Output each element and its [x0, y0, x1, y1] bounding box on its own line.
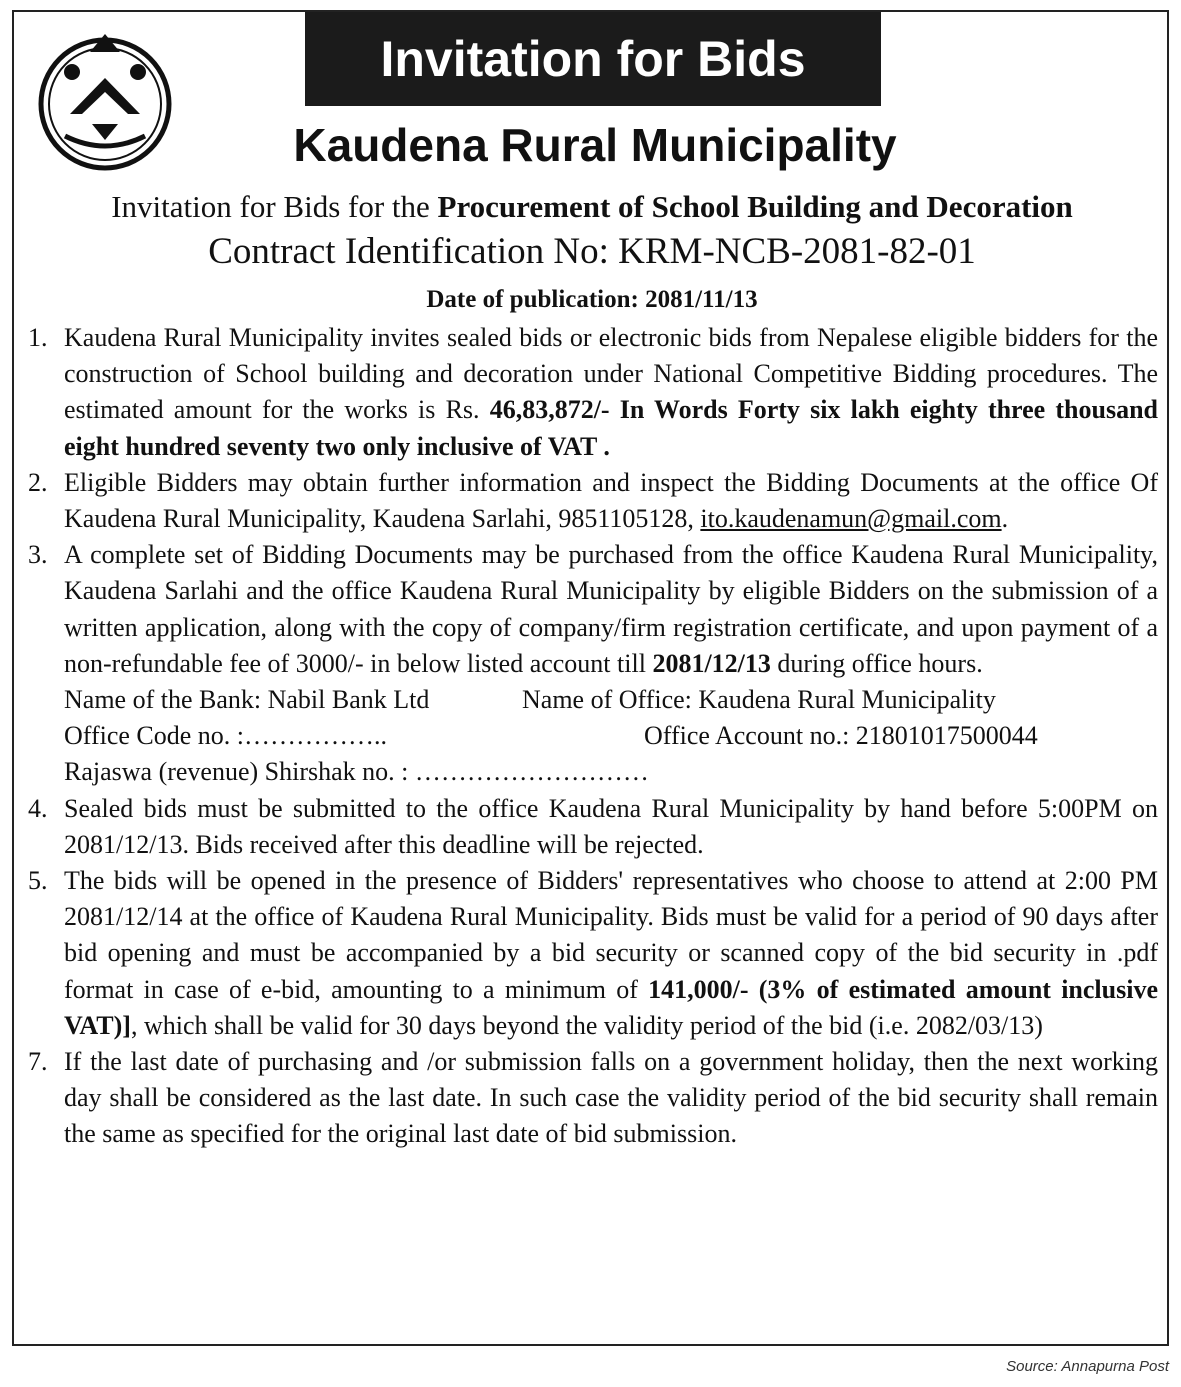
subtitle-project: Procurement of School Building and Decoration	[437, 189, 1073, 224]
clause-5-text: The bids will be opened in the presence of Bidders' representatives who choose to attend at 2:00 PM 2081/12/14 at the office of Kaudena Rural Municipality. Bids must be valid for a period of 90 days after bid opening and must be accompanied by a bid security or scanned copy of the bid security in .pdf format in case of e-bid, amounting to a minimum of	[64, 866, 1158, 1004]
clause-1-text: Kaudena Rural Municipality invites sealed bids or electronic bids from Nepalese eligible bidders for the construction of School building and decoration under National Competitive Bidding procedures. The estimated amount for the works is Rs.	[64, 323, 1158, 425]
organization-name: Kaudena Rural Municipality	[293, 119, 897, 171]
contact-email-link[interactable]: ito.kaudenamun@gmail.com	[700, 504, 1002, 534]
bid-security-amount: 141,000/- (3% of estimated amount inclusive VAT)]	[64, 974, 1158, 1040]
estimated-amount: 46,83,872/- In Words Forty six lakh eighty three thousand eight hundred seventy two only inclusive of VAT .	[64, 395, 1158, 461]
publication-date: Date of publication: 2081/11/13	[426, 286, 758, 313]
bank-row	[64, 682, 1158, 718]
clause-5-end: , which shall be valid for 30 days beyond the validity period of the bid (i.e. 2082/03/13)	[130, 1010, 1043, 1040]
bank-name: Name of the Bank: Nabil Bank Ltd	[64, 685, 430, 715]
contract-identification: Contract Identification No: KRM-NCB-2081-82-01	[208, 231, 976, 272]
clause-number: 2.	[28, 467, 48, 497]
clause-7	[28, 1044, 1158, 1153]
clause-text	[64, 465, 1158, 537]
clause-text	[64, 320, 1158, 465]
clause-number: 3.	[28, 540, 48, 570]
clause-1	[28, 320, 1158, 465]
clause-2-end: .	[1001, 504, 1009, 534]
bank-row	[64, 718, 1158, 754]
clause-4	[28, 791, 1158, 863]
clause-2	[28, 465, 1158, 537]
bank-row	[64, 754, 1158, 790]
office-name: Name of Office: Kaudena Rural Municipality	[522, 685, 996, 715]
clause-number: 4.	[28, 793, 48, 823]
clause-number: 7.	[28, 1047, 48, 1077]
subtitle-prefix: Invitation for Bids for the	[111, 189, 438, 224]
clause-text: Sealed bids must be submitted to the office Kaudena Rural Municipality by hand before 5:00PM on 2081/12/13. Bids received after this deadline will be rejected.	[64, 793, 1158, 859]
notice-subtitle	[22, 185, 1162, 229]
source-credit: Source: Annapurna Post	[1006, 1358, 1169, 1375]
clause-3-text: A complete set of Bidding Documents may be purchased from the office Kaudena Rural Municipality, Kaudena Sarlahi and the office Kaudena Rural Municipality by eligible Bidders on the submission of a written application, along with the copy of company/firm registration certificate, and upon payment of a non-refundable fee of 3000/- in below listed account till	[64, 540, 1158, 678]
bank-details	[64, 682, 1158, 791]
clause-3	[28, 537, 1158, 682]
clause-3-end: during office hours.	[770, 648, 983, 678]
office-code: Office Code no. :……………..	[64, 721, 388, 751]
banner-title: Invitation for Bids	[305, 12, 881, 106]
office-account: Office Account no.: 21801017500044	[644, 721, 1038, 751]
government-emblem-icon	[30, 26, 180, 176]
clause-text: If the last date of purchasing and /or submission falls on a government holiday, then the next working day shall be considered as the last date. In such case the validity period of the bid security shall remain the same as specified for the original last date of bid submission.	[64, 1047, 1158, 1149]
clause-number: 5.	[28, 866, 48, 896]
clause-2-text: Eligible Bidders may obtain further information and inspect the Bidding Documents at the office Of Kaudena Rural Municipality, Kaudena Sarlahi, 9851105128,	[64, 467, 1158, 534]
notice-body	[28, 320, 1158, 1153]
clause-5	[28, 863, 1158, 1044]
clause-number: 1.	[28, 323, 48, 352]
clause-text	[64, 863, 1158, 1044]
purchase-deadline: 2081/12/13	[652, 648, 771, 678]
rajaswa-shirshak: Rajaswa (revenue) Shirshak no. : ………………………	[64, 757, 649, 787]
clause-text	[64, 537, 1158, 682]
